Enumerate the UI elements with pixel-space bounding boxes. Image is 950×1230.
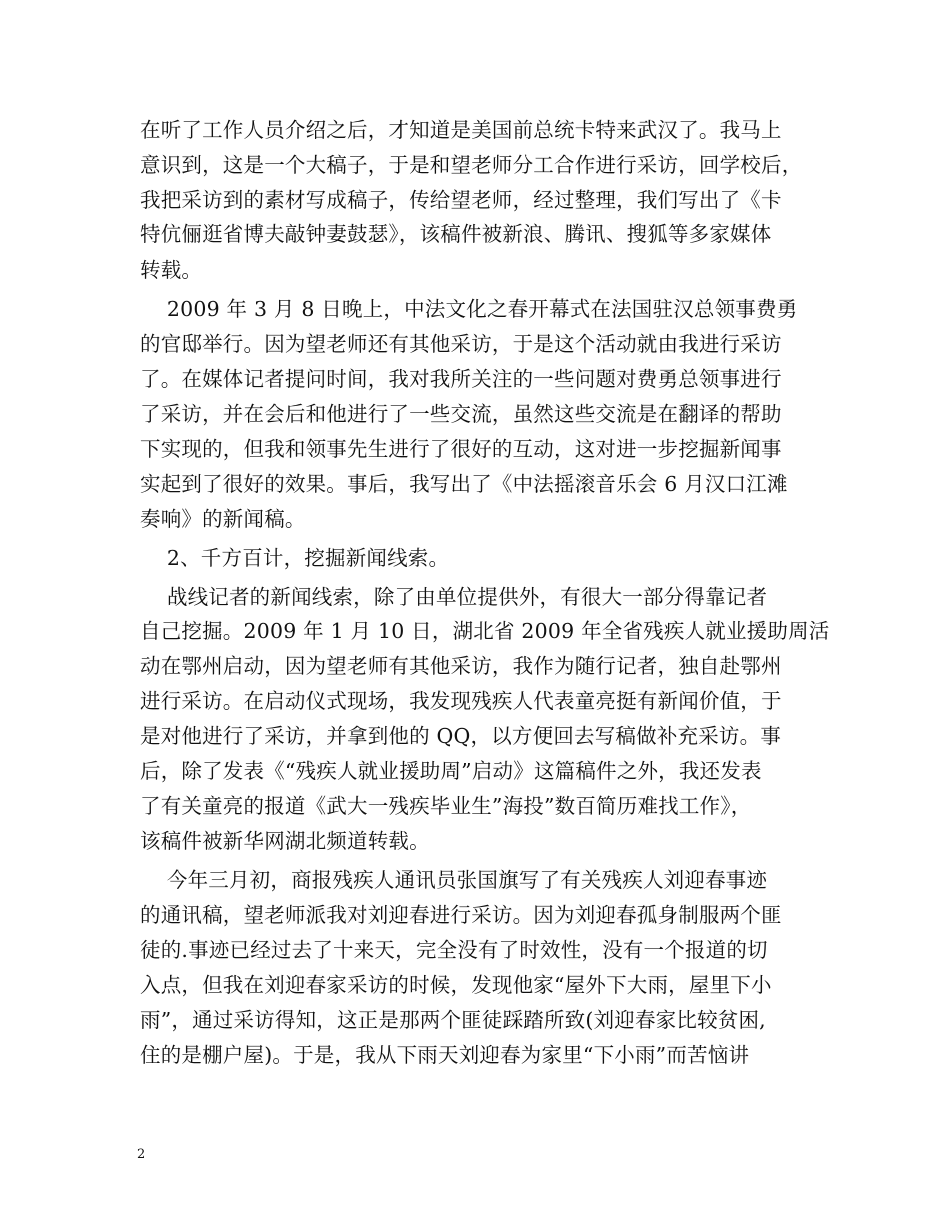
- text-line: 2009 年 3 月 8 日晚上，中法文化之春开幕式在法国驻汉总领事费勇: [140, 297, 798, 321]
- text-line: 自己挖掘。2009 年 1 月 10 日，湖北省 2009 年全省残疾人就业援助周活: [140, 619, 830, 643]
- text-line: 2、千方百计，挖掘新闻线索。: [140, 546, 450, 570]
- text-line: 了有关童亮的报道《武大一残疾毕业生”海投”数百简历难找工作》，: [140, 794, 752, 818]
- text-line: 奏响》的新闻稿。: [140, 507, 306, 531]
- text-line: 是对他进行了采访，并拿到他的 QQ，以方便回去写稿做补充采访。事: [140, 724, 782, 748]
- text-line: 的官邸举行。因为望老师还有其他采访，于是这个活动就由我进行采访: [140, 332, 782, 356]
- text-line: 雨”，通过采访得知，这正是那两个匪徒踩踏所致(刘迎春家比较贫困,: [140, 1008, 766, 1032]
- page-number: 2: [137, 1147, 146, 1162]
- text-line: 进行采访。在启动仪式现场，我发现残疾人代表童亮挺有新闻价值，于: [140, 689, 782, 713]
- text-line: 徒的.事迹已经过去了十来天，完全没有了时效性，没有一个报道的切: [140, 938, 768, 962]
- text-line: 了采访，并在会后和他进行了一些交流，虽然这些交流是在翻译的帮助: [140, 402, 782, 426]
- text-line: 下实现的，但我和领事先生进行了很好的互动，这对进一步挖掘新闻事: [140, 437, 782, 461]
- text-line: 我把采访到的素材写成稿子，传给望老师，经过整理，我们写出了《卡: [140, 188, 782, 212]
- text-line: 的通讯稿，望老师派我对刘迎春进行采访。因为刘迎春孤身制服两个匪: [140, 903, 782, 927]
- text-line: 转载。: [140, 258, 203, 282]
- text-line: 意识到，这是一个大稿子，于是和望老师分工合作进行采访，回学校后，: [140, 153, 803, 177]
- text-line: 特伉俪逛省博夫敲钟妻鼓瑟》，该稿件被新浪、腾讯、搜狐等多家媒体: [140, 222, 772, 246]
- text-line: 该稿件被新华网湖北频道转载。: [140, 829, 430, 853]
- text-line: 今年三月初，商报残疾人通讯员张国旗写了有关残疾人刘迎春事迹: [140, 868, 768, 892]
- text-line: 战线记者的新闻线索，除了由单位提供外，有很大一部分得靠记者: [140, 585, 768, 609]
- text-line: 实起到了很好的效果。事后，我写出了《中法摇滚音乐会 6 月汉口江滩: [140, 472, 788, 496]
- text-line: 后，除了发表《“残疾人就业援助周”启动》这篇稿件之外，我还发表: [140, 759, 762, 783]
- text-line: 动在鄂州启动，因为望老师有其他采访，我作为随行记者，独自赴鄂州: [140, 654, 782, 678]
- text-line: 在听了工作人员介绍之后，才知道是美国前总统卡特来武汉了。我马上: [140, 118, 782, 142]
- text-line: 住的是棚户屋)。于是，我从下雨天刘迎春为家里“下小雨”而苦恼讲: [140, 1043, 750, 1067]
- text-line: 入点，但我在刘迎春家采访的时候，发现他家“屋外下大雨，屋里下小: [140, 973, 772, 997]
- text-line: 了。在媒体记者提问时间，我对我所关注的一些问题对费勇总领事进行: [140, 367, 782, 391]
